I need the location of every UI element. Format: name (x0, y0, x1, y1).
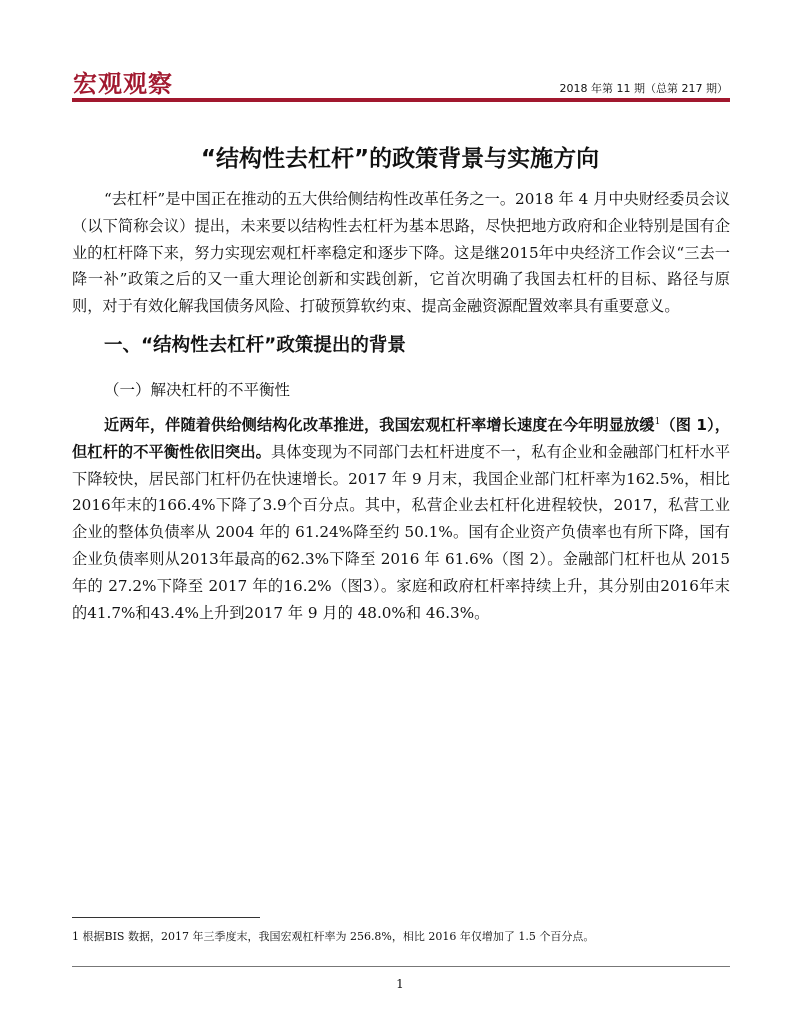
intro-paragraph: “去杠杆”是中国正在推动的五大供给侧结构性改革任务之一。2018 年 4 月中央财经委员会议（以下简称会议）提出，未来要以结构性去杠杆为基本思路，尽快把地方政府和企业特别是国有企业的杠杆降下来，努力实现宏观杠杆率稳定和逐步下降。这是继2015年中央经济工作会议“三去一降一补”政策之后的又一重大理论创新和实践创新，它首次明确了我国去杠杆的目标、路径与原则，对于有效化解我国债务风险、打破预算软约束、提高金融资源配置效率具有重要意义。 (72, 190, 730, 316)
section-heading: 一、“结构性去杠杆”政策提出的背景 (104, 334, 406, 356)
bold-lead-text-continued: （图 1），但杠杆的不平衡性依旧突出。 (72, 415, 730, 461)
paragraph-text: 具体变现为不同部门去杠杆进度不一，私有企业和金融部门杠杆水平下降较快，居民部门杠杆仍在快速增长。2017 年 9 月末，我国企业部门杠杆率为162.5%，相比2016年末的166.4%下降了3.9个百分点。其中，私营企业去杠杆化进程较快，2017，私营工业企业的整体负债率从 2004 年的 61.24%降至约 50.1%。国有企业资产负债率也有所下降，国有企业负债率则从2013年最高的62.3%下降至 2016 年 61.6%（图 2）。金融部门杠杆也从 2015 年的 27.2%下降至 2017 年的16.2%（图3）。家庭和政府杠杆率持续上升，其分别由2016年末的41.7%和43.4%上升到2017 年 9 月的 48.0%和 46.3%。 (72, 442, 731, 622)
footer-divider (72, 966, 730, 967)
header-divider (72, 98, 730, 102)
section-paragraph (72, 412, 730, 626)
document-body (72, 186, 730, 626)
footnote-divider (72, 917, 260, 918)
footnote-reference[interactable]: 1 (654, 416, 661, 427)
report-series-title: 宏观观察 (73, 70, 173, 98)
issue-number: 2018 年第 11 期（总第 217 期） (559, 82, 728, 95)
bold-lead-text: 近两年，伴随着供给侧结构化改革推进，我国宏观杠杆率增长速度在今年明显放缓 (104, 415, 655, 434)
document-title: “结构性去杠杆”的政策背景与实施方向 (200, 146, 600, 172)
footnote: 1 根据BIS 数据，2017 年三季度末，我国宏观杠杆率为 256.8%，相比 2016 年仅增加了 1.5 个百分点。 (72, 930, 595, 943)
page-number: 1 (396, 977, 404, 991)
subsection-heading: （一）解决杠杆的不平衡性 (104, 380, 291, 399)
